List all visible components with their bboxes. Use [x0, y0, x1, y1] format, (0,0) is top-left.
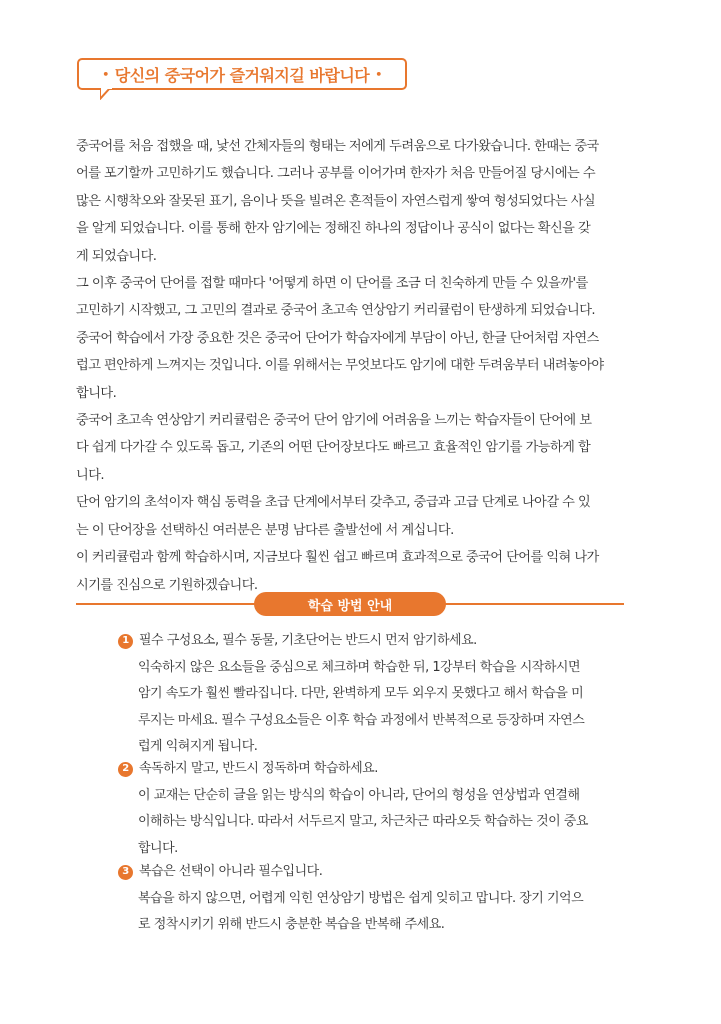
- intro-line: 을 알게 되었습니다. 이를 통해 한자 암기에는 정해진 하나의 정답이나 공식이 없다는 확신을 갖: [76, 221, 591, 237]
- intro-line: 게 되었습니다.: [76, 248, 157, 264]
- title-bullet-left: •: [102, 67, 109, 81]
- intro-line: 많은 시행착오와 잘못된 표기, 음이나 뜻을 빌려온 흔적들이 자연스럽게 쌓여 형성되었다는 사실: [76, 193, 596, 209]
- step-body-line: 루지는 마세요. 필수 구성요소들은 이후 학습 과정에서 반복적으로 등장하며 자연스: [138, 712, 585, 728]
- step-heading: 속독하지 말고, 반드시 정독하며 학습하세요.: [139, 761, 378, 776]
- step-3: [118, 859, 598, 939]
- step-body-line: 복습을 하지 않으면, 어렵게 익힌 연상암기 방법은 쉽게 잊히고 맙니다. 장기 기억으: [138, 890, 584, 906]
- intro-line: 럽고 편안하게 느껴지는 것입니다. 이를 위해서는 무엇보다도 암기에 대한 두려움부터 내려놓아야: [76, 358, 604, 374]
- intro-line: 중국어 학습에서 가장 중요한 것은 중국어 단어가 학습자에게 부담이 아닌, 한글 단어처럼 자연스: [76, 330, 599, 346]
- title-bullet-right: •: [375, 67, 382, 81]
- step-body-line: 럽게 익혀지게 됩니다.: [138, 739, 258, 754]
- intro-line: 중국어를 처음 접했을 때, 낯선 간체자들의 형태는 저에게 두려움으로 다가왔습니다. 한때는 중국: [76, 139, 599, 154]
- intro-line: 어를 포기할까 고민하기도 했습니다. 그러나 공부를 이어가며 한자가 처음 만들어질 당시에는 수: [76, 166, 596, 182]
- step-body: [118, 655, 598, 761]
- step-1: [118, 628, 598, 761]
- step-body-line: 합니다.: [138, 840, 178, 856]
- step-number-badge: 3: [118, 865, 133, 880]
- page-title: 당신의 중국어가 즐거워지길 바랍니다: [114, 65, 370, 85]
- step-body-line: 이 교재는 단순히 글을 읽는 방식의 학습이 아니라, 단어의 형성을 연상법과 연결해: [138, 787, 580, 803]
- speech-tail-icon: [100, 88, 112, 100]
- intro-line: 단어 암기의 초석이자 핵심 동력을 초급 단계에서부터 갖추고, 중급과 고급 단계로 나아갈 수 있: [76, 495, 591, 511]
- step-heading: 필수 구성요소, 필수 동물, 기초단어는 반드시 먼저 암기하세요.: [139, 633, 477, 648]
- step-body: [118, 783, 598, 863]
- intro-line: 는 이 단어장을 선택하신 여러분은 분명 남다른 출발선에 서 계십니다.: [76, 522, 454, 538]
- intro-line: 그 이후 중국어 단어를 접할 때마다 '어떻게 하면 이 단어를 조금 더 친숙하게 만들 수 있을까'를: [76, 276, 588, 292]
- step-2: [118, 756, 598, 862]
- intro-line: 니다.: [76, 467, 105, 483]
- step-heading: 복습은 선택이 아니라 필수입니다.: [139, 864, 323, 879]
- intro-line: 다 쉽게 다가갈 수 있도록 돕고, 기존의 어떤 단어장보다도 빠르고 효율적인 암기를 가능하게 합: [76, 440, 591, 456]
- section-title: 학습 방법 안내: [254, 592, 446, 616]
- step-body-line: 이해하는 방식입니다. 따라서 서두르지 말고, 차근차근 따라오듯 학습하는 것이 중요: [138, 814, 588, 829]
- intro-line: 고민하기 시작했고, 그 고민의 결과로 중국어 초고속 연상암기 커리큘럼이 탄생하게 되었습니다.: [76, 303, 596, 319]
- step-body: [118, 886, 598, 939]
- intro-line: 중국어 초고속 연상암기 커리큘럼은 중국어 단어 암기에 어려움을 느끼는 학습자들이 단어에 보: [76, 413, 592, 429]
- step-number-badge: 1: [118, 634, 133, 649]
- step-number-badge: 2: [118, 762, 133, 777]
- intro-line: 시기를 진심으로 기원하겠습니다.: [76, 577, 258, 593]
- page-title-box: [77, 58, 407, 90]
- intro-text: [76, 133, 628, 599]
- step-body-line: 암기 속도가 훨씬 빨라집니다. 다만, 완벽하게 모두 외우지 못했다고 해서 학습을 미: [138, 686, 584, 701]
- step-body-line: 로 정착시키기 위해 반드시 충분한 복습을 반복해 주세요.: [138, 917, 445, 932]
- intro-line: 합니다.: [76, 385, 117, 401]
- intro-line: 이 커리큘럼과 함께 학습하시며, 지금보다 훨씬 쉽고 빠르며 효과적으로 중국어 단어를 익혀 나가: [76, 550, 599, 566]
- step-body-line: 익숙하지 않은 요소들을 중심으로 체크하며 학습한 뒤, 1강부터 학습을 시작하시면: [138, 659, 581, 675]
